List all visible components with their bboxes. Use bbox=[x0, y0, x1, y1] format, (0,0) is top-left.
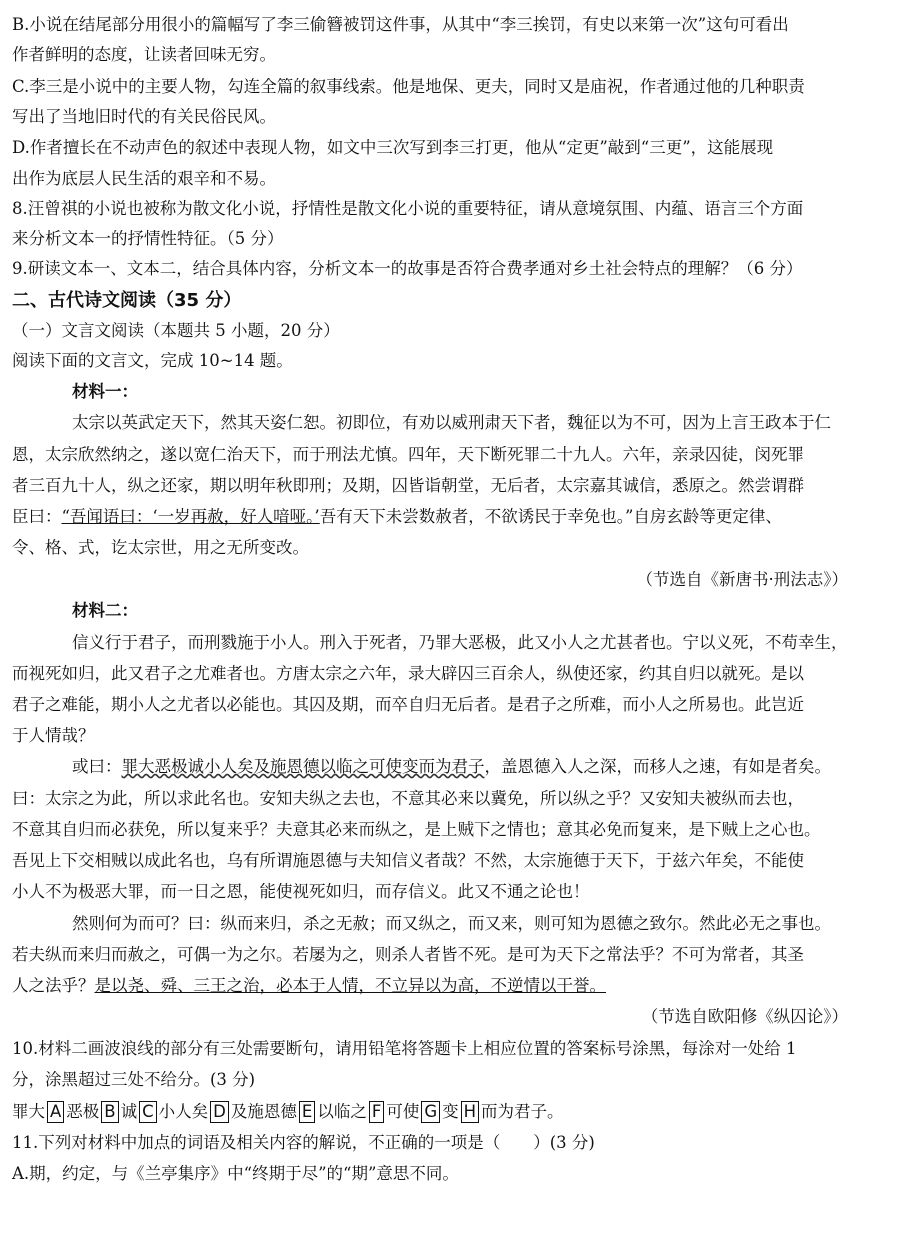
question-10-options bbox=[12, 1097, 888, 1127]
material-1-line2: 恩，太宗欣然纳之，遂以宽仁治天下，而于刑法尤慎。四年，天下断死罪二十九人。六年，亲录囚徒，闵死罪 bbox=[12, 445, 804, 464]
material-1-line1: 太宗以英武定天下，然其天姿仁恕。初即位，有劝以威刑肃天下者，魏征以为不可，因为上言王政本于仁 bbox=[72, 413, 831, 432]
option-c-line1: C.李三是小说中的主要人物，勾连全篇的叙事线索。他是地保、更夫，同时又是庙祝，作者通过他的几种职责 bbox=[12, 77, 805, 96]
m2-p2-pre: 或曰： bbox=[72, 757, 122, 776]
option-d-line2: 出作为底层人民生活的艰辛和不易。 bbox=[12, 169, 276, 188]
option-b-line1: B.小说在结尾部分用很小的篇幅写了李三偷簪被罚这件事，从其中“李三挨罚，有史以来第一次”这句可看出 bbox=[12, 15, 789, 34]
segment: 罪大 bbox=[12, 1102, 45, 1121]
segment: 变 bbox=[442, 1102, 459, 1121]
material-1-line3: 者三百九十人，纵之还家，期以明年秋即刑；及期，囚皆诣朝堂，无后者，太宗嘉其诚信，悉原之。然尝谓群 bbox=[12, 476, 804, 495]
material-1-title: 材料一： bbox=[72, 382, 138, 401]
m2-underlined-sentence: 是以尧、舜、三王之治，必本于人情，不立异以为高，不逆情以干誉。 bbox=[94, 976, 606, 995]
material-2-para2-line4: 吾见上下交相贼以成此名也，乌有所谓施恩德与夫知信义者哉？不然，太宗施德于天下，于兹六年矣，不能使 bbox=[12, 851, 804, 870]
segment: 可使 bbox=[386, 1102, 420, 1121]
question-10-line2: 分，涂黑超过三处不给分。(3 分) bbox=[12, 1070, 256, 1089]
m2-p2-post: ，盖恩德入人之深，而移人之速，有如是者矣。 bbox=[484, 757, 831, 776]
segment: 而为君子。 bbox=[481, 1102, 564, 1121]
material-2-para2-line5: 小人不为极恶大罪，而一日之恩，能使视死如归，而存信义。此又不通之论也！ bbox=[12, 882, 590, 901]
question-10-line1: 10.材料二画波浪线的部分有三处需要断句，请用铅笔将答题卡上相应位置的答案标号涂黑，每涂对一处给 1 bbox=[12, 1039, 797, 1058]
material-1-source: （节选自《新唐书·刑法志》） bbox=[636, 570, 848, 589]
section-heading: 二、古代诗文阅读（35 分） bbox=[12, 290, 242, 311]
segment: 小人矣 bbox=[158, 1102, 209, 1121]
answer-box-f[interactable]: F bbox=[369, 1101, 385, 1123]
material-2-line1: 信义行于君子，而刑戮施于小人。刑入于死者，乃罪大恶极，此又小人之尤甚者也。宁以义死，不苟幸生， bbox=[72, 633, 848, 652]
answer-box-g[interactable]: G bbox=[421, 1101, 440, 1123]
segment: 以临之 bbox=[317, 1102, 367, 1121]
answer-box-b[interactable]: B bbox=[101, 1101, 118, 1123]
material-2-title: 材料二： bbox=[72, 601, 138, 620]
material-2-line4: 于人情哉？ bbox=[12, 726, 95, 745]
question-11-option-a: A.期，约定，与《兰亭集序》中“终期于尽”的“期”意思不同。 bbox=[12, 1164, 459, 1183]
m1-l4-post: 吾有天下未尝数赦者，不欲诱民于幸免也。”自房玄龄等更定律、 bbox=[319, 507, 782, 526]
m1-l4-pre: 臣曰： bbox=[12, 507, 62, 526]
segment: 诚 bbox=[120, 1102, 138, 1121]
m2-p3-pre: 人之法乎？ bbox=[12, 976, 95, 995]
answer-box-d[interactable]: D bbox=[210, 1101, 229, 1123]
option-d-line1: D.作者擅长在不动声色的叙述中表现人物，如文中三次写到李三打更，他从“定更”敲到“三更”，这能展现 bbox=[12, 138, 774, 157]
option-c-line2: 写出了当地旧时代的有关民俗民风。 bbox=[12, 107, 276, 126]
question-9: 9.研读文本一、文本二，结合具体内容，分析文本一的故事是否符合费孝通对乡土社会特点的理解？（6 分） bbox=[12, 259, 803, 278]
segment: 及施恩德 bbox=[230, 1102, 297, 1121]
answer-box-h[interactable]: H bbox=[461, 1101, 479, 1123]
question-8-line1: 8.汪曾祺的小说也被称为散文化小说，抒情性是散文化小说的重要特征，请从意境氛围、内蕴、语言三个方面 bbox=[12, 199, 804, 218]
material-2-para3-line3 bbox=[12, 971, 888, 1001]
question-11: 11.下列对材料中加点的词语及相关内容的解说，不正确的一项是（ ）(3 分) bbox=[12, 1133, 595, 1152]
material-2-para3-line2: 若夫纵而来归而赦之，可偶一为之尔。若屡为之，则杀人者皆不死。是可为天下之常法乎？不可为常者，其圣 bbox=[12, 945, 804, 964]
material-2-para2-line1 bbox=[72, 752, 888, 782]
reading-intro: 阅读下面的文言文，完成 10~14 题。 bbox=[12, 351, 293, 370]
m2-wavy-sentence: 罪大恶极诚小人矣及施恩德以临之可使变而为君子 bbox=[121, 757, 485, 776]
segment: 恶极 bbox=[66, 1102, 100, 1121]
sub-heading: （一）文言文阅读（本题共 5 小题，20 分） bbox=[12, 321, 340, 340]
answer-box-a[interactable]: A bbox=[47, 1101, 64, 1123]
question-8-line2: 来分析文本一的抒情性特征。（5 分） bbox=[12, 229, 284, 248]
material-2-para3-line1: 然则何为而可？曰：纵而来归，杀之无赦；而又纵之，而又来，则可知为恩德之致尔。然此必无之事也。 bbox=[72, 914, 831, 933]
answer-box-c[interactable]: C bbox=[139, 1101, 157, 1123]
material-2-line2: 而视死如归，此又君子之尤难者也。方唐太宗之六年，录大辟囚三百余人，纵使还家，约其自归以就死。是以 bbox=[12, 664, 804, 683]
material-1-line5: 令、格、式，讫太宗世，用之无所变改。 bbox=[12, 538, 309, 557]
material-2-line3: 君子之难能，期小人之尤者以必能也。其囚及期，而卒自归无后者。是君子之所难，而小人之所易也。此岂近 bbox=[12, 695, 804, 714]
material-2-para2-line3: 不意其自归而必获免，所以复来乎？夫意其必来而纵之，是上贼下之情也；意其必免而复来，是下贼上之心也。 bbox=[12, 820, 821, 839]
option-b-line2: 作者鲜明的态度，让读者回味无穷。 bbox=[12, 45, 276, 64]
material-1-line4 bbox=[12, 502, 888, 532]
answer-box-e[interactable]: E bbox=[299, 1101, 315, 1123]
m1-underlined-quote: “吾闻语曰：‘一岁再赦，好人喑哑。’ bbox=[61, 507, 320, 526]
material-2-source: （节选自欧阳修《纵囚论》） bbox=[641, 1007, 848, 1026]
material-2-para2-line2: 曰：太宗之为此，所以求此名也。安知夫纵之去也，不意其必来以冀免，所以纵之乎？又安知夫被纵而去也， bbox=[12, 789, 804, 808]
